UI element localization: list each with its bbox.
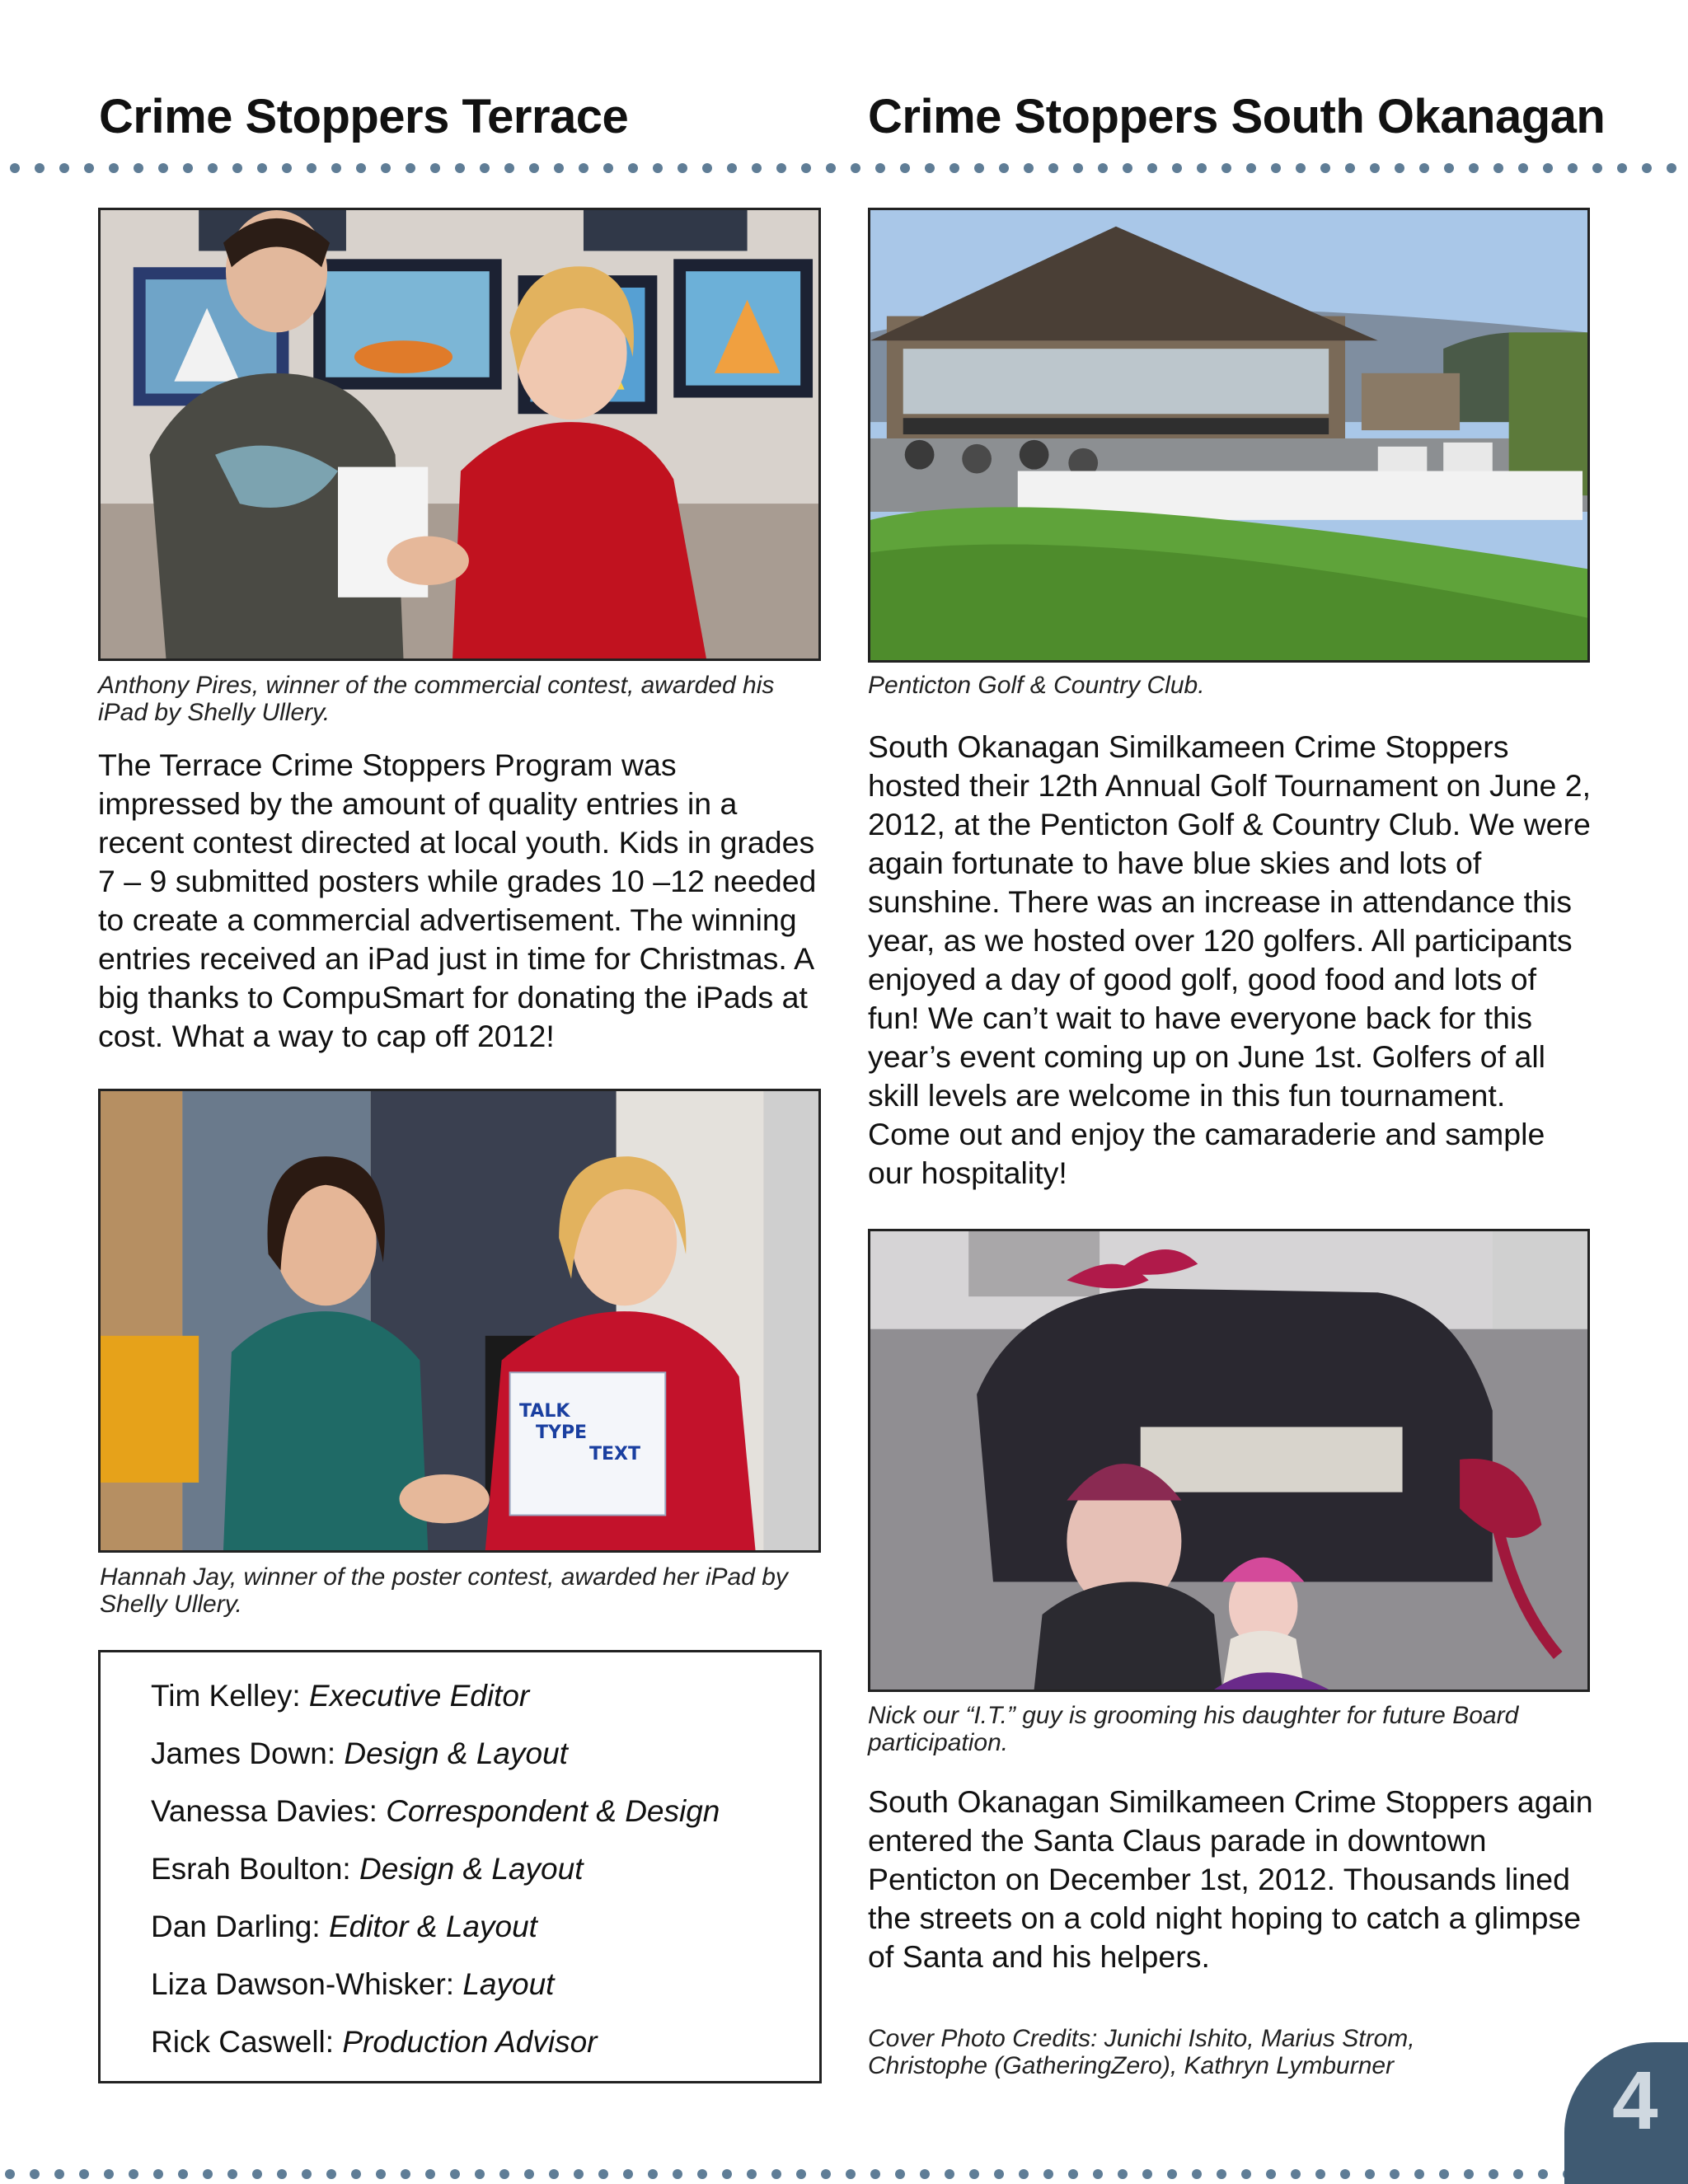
credit-role: Production Advisor <box>342 2025 598 2059</box>
credit-role: Layout <box>462 1967 555 2001</box>
caption-golf-club: Penticton Golf & Country Club. <box>868 672 1205 699</box>
article-golf-tournament: South Okanagan Similkameen Crime Stoppers hosted their 12th Annual Golf Tournament on June 2, 2012, at the Penticton Golf & Country Club. We were again fortunate to have blue skies and lots of sunshine. There was an increase in attendance this year, as we hosted over 120 golfers. All participants enjoyed a day of good golf, good food and lots of fun! We can’t wait to have everyone back for this year’s event coming up on June 1st. Golfers of all skill levels are welcome in this fun tournament. Come out and enjoy the camaraderie and sample our hospitality! <box>868 729 1592 1190</box>
credit-row <box>151 1956 720 2013</box>
photo-poster-winner <box>98 1089 821 1553</box>
photo-commercial-winner <box>98 208 821 661</box>
credit-name: Vanessa Davies: <box>151 1794 387 1828</box>
poster-sign-line: TYPE <box>536 1422 588 1443</box>
caption-commercial-winner: Anthony Pires, winner of the commercial contest, awarded his iPad by Shelly Ullery. <box>98 672 775 726</box>
credit-row <box>151 1725 720 1783</box>
credit-role: Correspondent & Design <box>386 1794 720 1828</box>
page-number-tab <box>1564 2042 1688 2184</box>
credit-role: Design & Layout <box>359 1852 584 1886</box>
article-santa-parade: South Okanagan Similkameen Crime Stoppers again entered the Santa Claus parade in downtown Penticton on December 1st, 2012. Thousands lined the streets on a cold night hoping to catch a glimpse of Santa and his helpers. <box>868 1784 1593 1974</box>
credit-role: Executive Editor <box>308 1679 530 1713</box>
section-heading-terrace: Crime Stoppers Terrace <box>99 90 629 143</box>
section-heading-south-okanagan: Crime Stoppers South Okanagan <box>868 90 1606 143</box>
credit-row <box>151 1898 720 1956</box>
credit-row <box>151 1783 720 1840</box>
article-terrace: The Terrace Crime Stoppers Program was impressed by the amount of quality entries in a recent contest directed at local youth. Kids in grades 7 – 9 submitted posters while grades 10 –12 needed to create a commercial advertisement. The winning entries received an iPad just in time for Christmas. A big thanks to CompuSmart for donating the iPads at cost. What a way to cap off 2012! <box>98 748 817 1053</box>
credit-row <box>151 1840 720 1898</box>
top-dotted-divider <box>0 160 1688 176</box>
bottom-dotted-divider <box>0 2166 1566 2182</box>
photo-parade-vehicle <box>868 1229 1590 1692</box>
poster-sign-line: TALK <box>519 1401 570 1422</box>
poster-sign-line: TEXT <box>589 1444 641 1465</box>
credit-name: James Down: <box>151 1736 345 1770</box>
poster-sign <box>511 1401 668 1465</box>
photo-golf-club <box>868 208 1590 663</box>
caption-parade-vehicle: Nick our “I.T.” guy is grooming his daughter for future Board participation. <box>868 1702 1519 1756</box>
credit-name: Liza Dawson-Whisker: <box>151 1967 463 2001</box>
credit-name: Tim Kelley: <box>151 1679 309 1713</box>
credits-list <box>151 1667 720 2071</box>
credit-row <box>151 1667 720 1725</box>
credit-role: Design & Layout <box>344 1736 568 1770</box>
credits-box <box>98 1650 822 2083</box>
credit-row <box>151 2013 720 2071</box>
credit-role: Editor & Layout <box>328 1910 537 1943</box>
caption-poster-winner: Hannah Jay, winner of the poster contest, awarded her iPad by Shelly Ullery. <box>100 1563 788 1618</box>
cover-photo-credits: Cover Photo Credits: Junichi Ishito, Marius Strom, Christophe (GatheringZero), Kathryn Lymburner <box>868 2025 1415 2079</box>
page-number: 4 <box>1612 2055 1658 2147</box>
credit-name: Dan Darling: <box>151 1910 329 1943</box>
credit-name: Rick Caswell: <box>151 2025 343 2059</box>
credit-name: Esrah Boulton: <box>151 1852 359 1886</box>
